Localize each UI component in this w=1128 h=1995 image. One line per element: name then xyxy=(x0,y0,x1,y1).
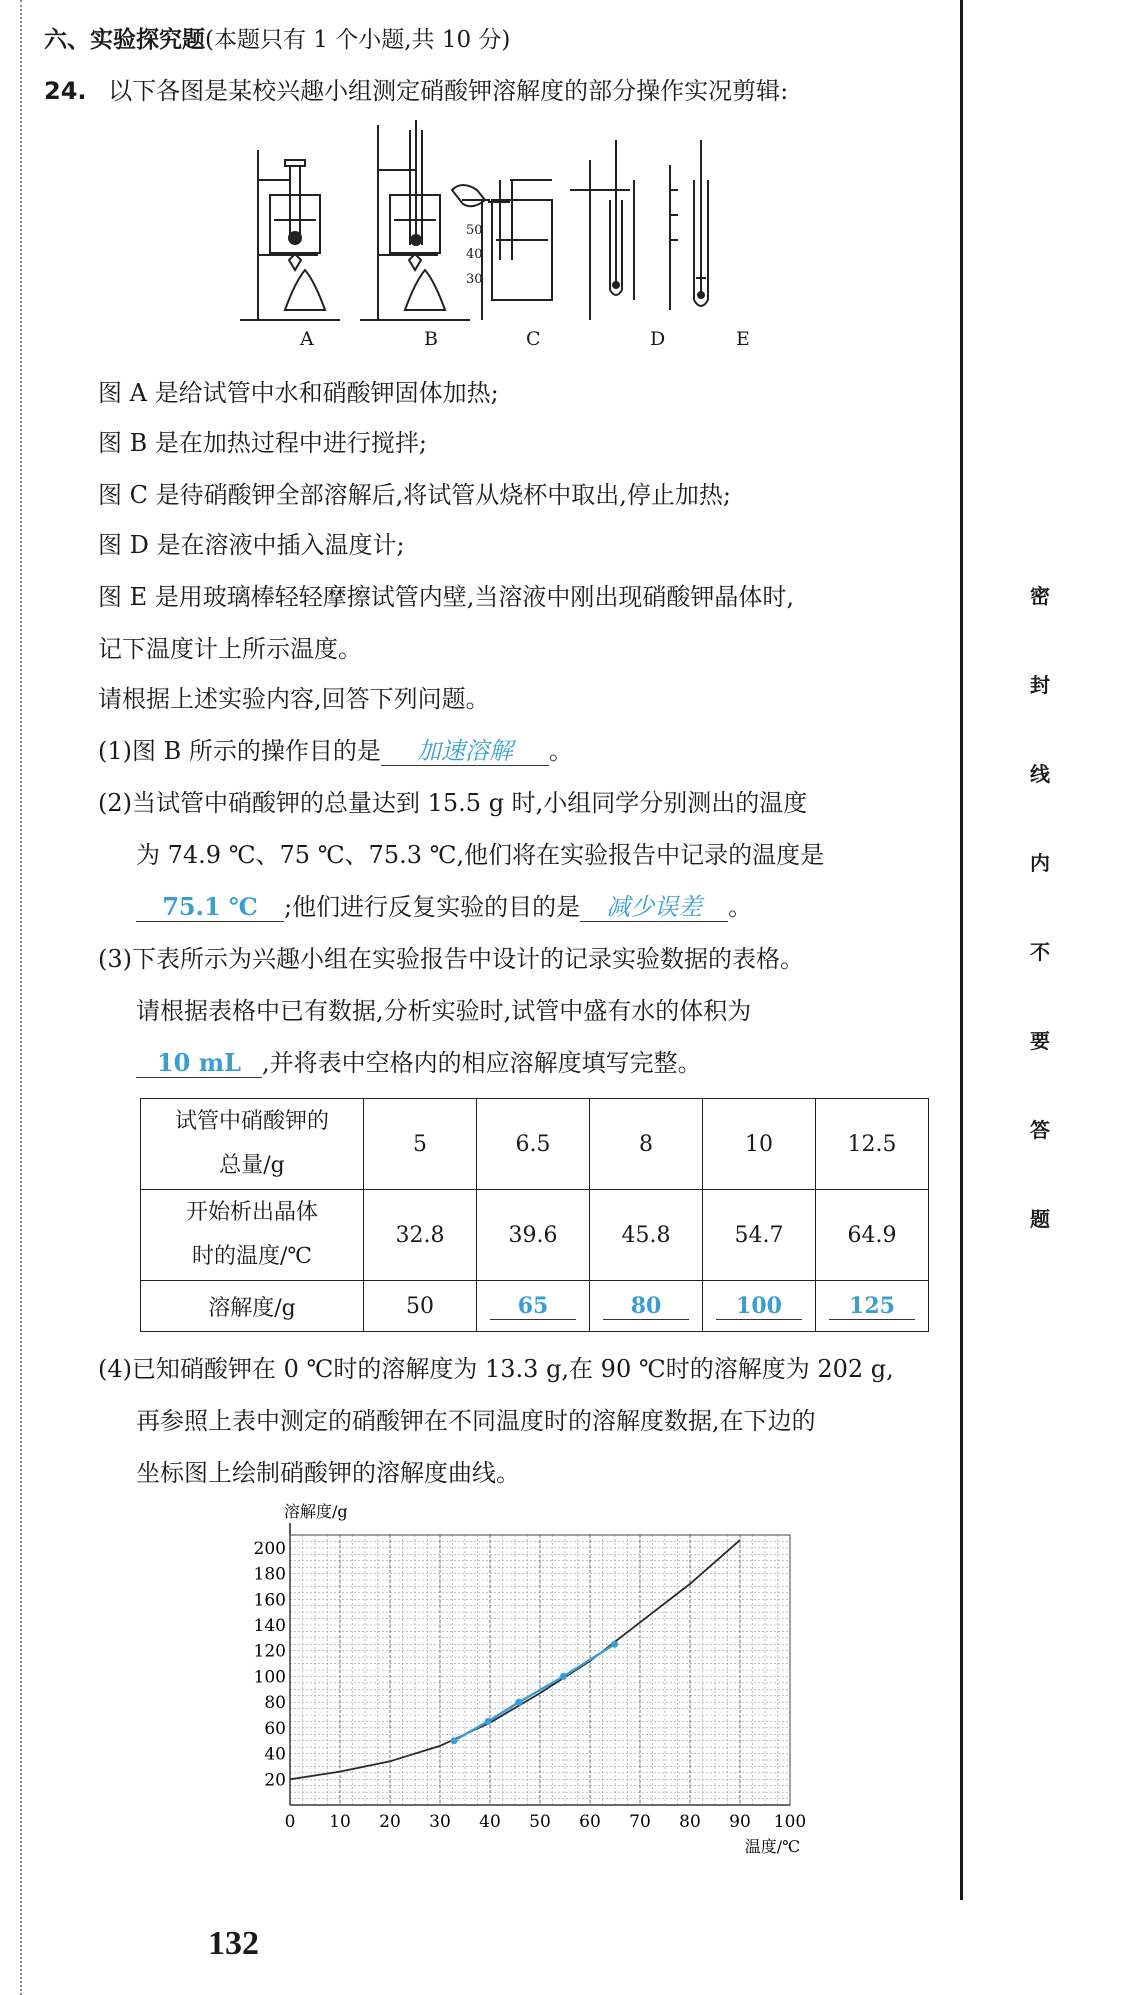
description-line: 记下温度计上所示温度。 xyxy=(98,635,362,663)
row-header: 开始析出晶体 时的温度/℃ xyxy=(141,1190,364,1281)
sub-question-4-line3: 坐标图上绘制硝酸钾的溶解度曲线。 xyxy=(136,1459,520,1487)
figure-label-b: B xyxy=(424,328,438,350)
x-tick-label: 0 xyxy=(284,1812,296,1832)
row-header: 试管中硝酸钾的 总量/g xyxy=(141,1099,364,1190)
table-cell: 12.5 xyxy=(816,1099,929,1190)
seal-char: 答 xyxy=(1030,1118,1050,1142)
apparatus-a xyxy=(240,150,340,320)
y-tick-label: 60 xyxy=(264,1718,286,1739)
table-cell: 39.6 xyxy=(477,1190,590,1281)
table-answer: 100 xyxy=(716,1293,802,1320)
section-note: (本题只有 1 个小题,共 10 分) xyxy=(205,27,511,53)
scale-label: 50 xyxy=(466,223,483,238)
sub-question-3-line2: 请根据表格中已有数据,分析实验时,试管中盛有水的体积为 xyxy=(136,997,752,1025)
x-tick-label: 30 xyxy=(429,1812,451,1832)
sub-question-4-line1: (4)已知硝酸钾在 0 ℃时的溶解度为 13.3 g,在 90 ℃时的溶解度为 202 g, xyxy=(98,1355,894,1383)
measured-segment xyxy=(454,1644,615,1740)
table-cell: 8 xyxy=(590,1099,703,1190)
figure-label-c: C xyxy=(526,328,541,350)
description-line: 图 C 是待硝酸钾全部溶解后,将试管从烧杯中取出,停止加热; xyxy=(98,481,731,509)
q3-answer-volume: 10 mL xyxy=(136,1049,262,1078)
data-point xyxy=(516,1699,523,1706)
x-tick-label: 100 xyxy=(773,1812,807,1832)
q2-answer-purpose: 减少误差 xyxy=(580,893,728,922)
seal-char: 封 xyxy=(1030,673,1050,697)
description-line: 图 E 是用玻璃棒轻轻摩擦试管内壁,当溶液中刚出现硝酸钾晶体时, xyxy=(98,583,795,611)
table-cell: 5 xyxy=(364,1099,477,1190)
x-tick-label: 40 xyxy=(479,1812,501,1832)
table-cell: 32.8 xyxy=(364,1190,477,1281)
sub-question-3-line3 xyxy=(136,1048,702,1078)
x-axis-label: 温度/℃ xyxy=(744,1837,800,1856)
y-tick-label: 80 xyxy=(264,1693,286,1714)
data-point xyxy=(451,1737,458,1744)
seal-char: 内 xyxy=(1030,851,1050,875)
seal-char: 线 xyxy=(1030,762,1050,786)
page-number: 132 xyxy=(208,1925,259,1962)
y-tick-label: 100 xyxy=(253,1667,286,1688)
table-row xyxy=(141,1099,929,1190)
table-cell: 6.5 xyxy=(477,1099,590,1190)
table-cell: 10 xyxy=(703,1099,816,1190)
q3-post: ,并将表中空格内的相应溶解度填写完整。 xyxy=(262,1049,702,1077)
seal-char: 要 xyxy=(1030,1029,1050,1053)
seal-char: 题 xyxy=(1030,1207,1050,1231)
y-axis-label: 溶解度/g xyxy=(284,1502,348,1521)
table-row xyxy=(141,1281,929,1332)
x-tick-label: 70 xyxy=(629,1812,651,1832)
row-header: 溶解度/g xyxy=(141,1281,364,1332)
figure-label-a: A xyxy=(300,328,314,350)
question-number: 24. xyxy=(44,77,87,105)
table-row xyxy=(141,1190,929,1281)
q2-mid: ;他们进行反复实验的目的是 xyxy=(284,893,581,921)
seal-char: 密 xyxy=(1030,584,1050,608)
description-line: 图 A 是给试管中水和硝酸钾固体加热; xyxy=(98,379,499,407)
table-cell: 45.8 xyxy=(590,1190,703,1281)
q1-post: 。 xyxy=(548,737,573,765)
y-tick-label: 200 xyxy=(253,1538,286,1559)
sub-question-1 xyxy=(98,736,573,766)
table-answer: 125 xyxy=(829,1293,915,1320)
q1-answer: 加速溶解 xyxy=(381,737,549,766)
data-point xyxy=(485,1718,492,1725)
binding-dotted-line xyxy=(20,0,22,1995)
y-tick-label: 180 xyxy=(253,1564,286,1585)
x-tick-label: 10 xyxy=(329,1812,351,1832)
section-heading xyxy=(44,25,510,55)
section-title: 六、实验探究题 xyxy=(44,27,205,53)
sub-question-3-line1: (3)下表所示为兴趣小组在实验报告中设计的记录实验数据的表格。 xyxy=(98,945,804,973)
solubility-chart xyxy=(253,1502,830,1860)
x-tick-label: 90 xyxy=(729,1812,751,1832)
y-tick-label: 40 xyxy=(264,1744,286,1765)
question-stem xyxy=(44,76,788,106)
apparatus-e xyxy=(670,140,708,310)
apparatus-b xyxy=(360,120,470,320)
q1-text: (1)图 B 所示的操作目的是 xyxy=(98,737,381,765)
table-cell xyxy=(816,1281,929,1332)
table-answer: 80 xyxy=(603,1293,689,1320)
y-tick-label: 140 xyxy=(253,1616,286,1636)
seal-line xyxy=(960,0,963,1900)
sub-question-2-line3 xyxy=(136,892,752,922)
sub-question-4-line2: 再参照上表中测定的硝酸钾在不同温度时的溶解度数据,在下边的 xyxy=(136,1407,816,1435)
scale-label: 40 xyxy=(466,247,483,262)
table-cell xyxy=(477,1281,590,1332)
x-tick-label: 50 xyxy=(529,1812,551,1832)
q2-post: 。 xyxy=(728,893,753,921)
figure-label-d: D xyxy=(650,328,666,350)
x-tick-label: 60 xyxy=(579,1812,601,1832)
figure-label-e: E xyxy=(736,328,750,350)
data-point xyxy=(611,1641,618,1648)
table-cell: 50 xyxy=(364,1281,477,1332)
y-tick-label: 160 xyxy=(253,1590,286,1611)
instruction-line: 请根据上述实验内容,回答下列问题。 xyxy=(98,685,490,713)
data-table xyxy=(140,1098,929,1332)
description-line: 图 B 是在加热过程中进行搅拌; xyxy=(98,429,427,457)
table-cell: 54.7 xyxy=(703,1190,816,1281)
seal-text xyxy=(1020,580,1060,1292)
sub-question-2-line2: 为 74.9 ℃、75 ℃、75.3 ℃,他们将在实验报告中记录的温度是 xyxy=(136,841,825,869)
x-tick-label: 20 xyxy=(379,1812,401,1832)
scale-label: 30 xyxy=(466,272,483,287)
table-cell xyxy=(703,1281,816,1332)
x-tick-label: 80 xyxy=(679,1812,701,1832)
apparatus-figure xyxy=(230,120,810,360)
table-answer: 65 xyxy=(490,1293,576,1320)
table-cell xyxy=(590,1281,703,1332)
y-tick-label: 20 xyxy=(264,1770,286,1791)
table-cell: 64.9 xyxy=(816,1190,929,1281)
seal-char: 不 xyxy=(1030,940,1050,964)
q2-answer-temperature: 75.1 ℃ xyxy=(136,893,284,922)
y-tick-label: 120 xyxy=(253,1641,286,1662)
apparatus-d xyxy=(570,140,634,320)
sub-question-2-line1: (2)当试管中硝酸钾的总量达到 15.5 g 时,小组同学分别测出的温度 xyxy=(98,789,808,817)
description-line: 图 D 是在溶液中插入温度计; xyxy=(98,531,405,559)
data-point xyxy=(560,1673,567,1680)
question-text: 以下各图是某校兴趣小组测定硝酸钾溶解度的部分操作实况剪辑: xyxy=(108,77,789,105)
